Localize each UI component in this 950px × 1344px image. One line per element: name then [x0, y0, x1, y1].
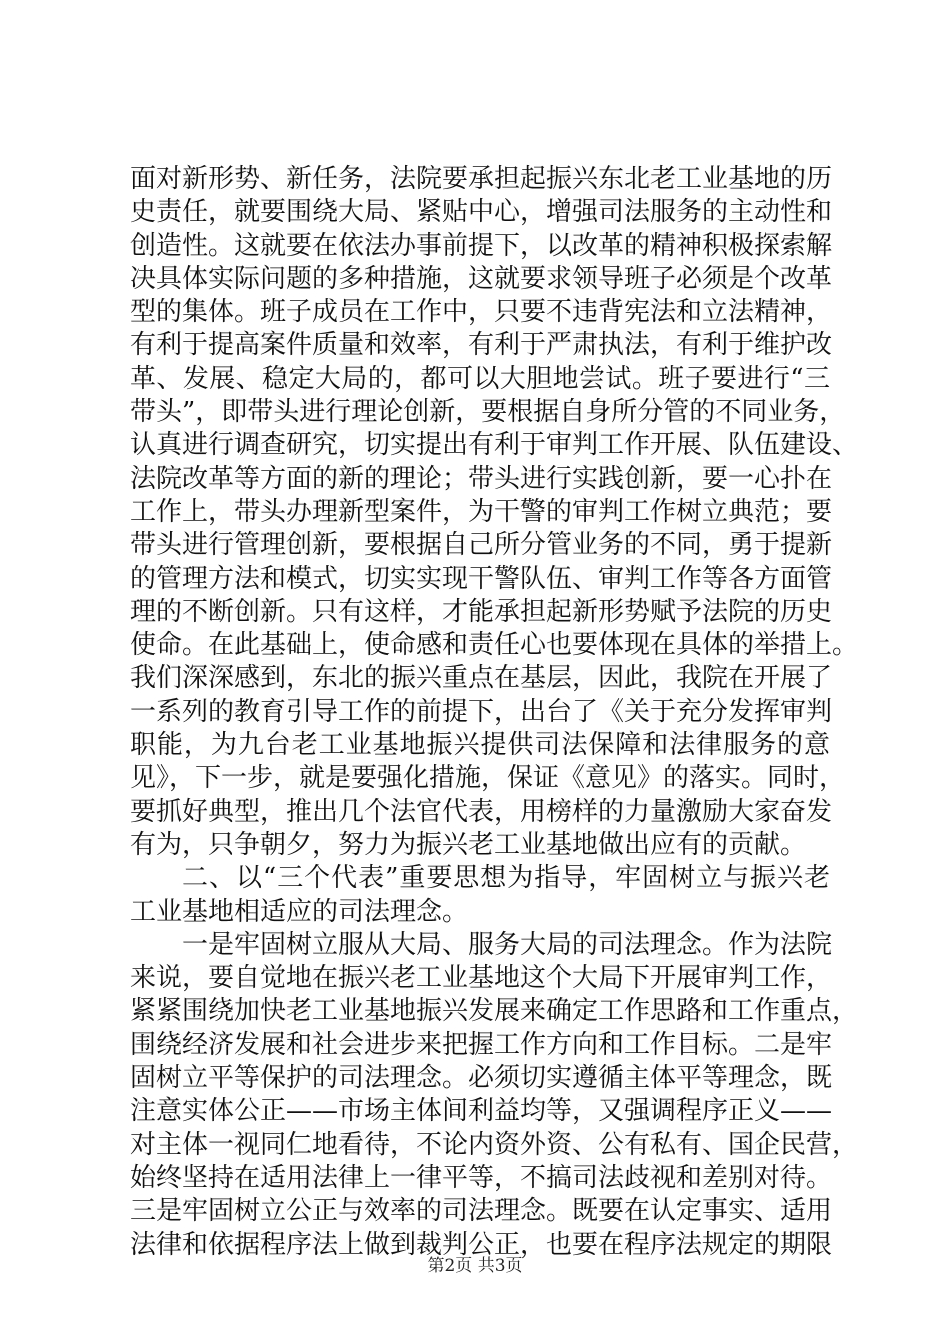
- text-line: 三是牢固树立公正与效率的司法理念。既要在认定事实、适用: [130, 1196, 833, 1227]
- text-line: 工业基地相适应的司法理念。: [130, 896, 469, 927]
- document-body: [130, 163, 859, 1262]
- text-line: 一是牢固树立服从大局、服务大局的司法理念。作为法院: [182, 929, 833, 960]
- text-line: 来说，要自觉地在振兴老工业基地这个大局下开展审判工作，: [130, 963, 833, 994]
- text-line: 史责任，就要围绕大局、紧贴中心，增强司法服务的主动性和: [130, 197, 833, 228]
- page-footer: 第2页 共3页: [427, 1256, 523, 1276]
- text-line: 有利于提高案件质量和效率，有利于严肃执法，有利于维护改: [130, 330, 833, 361]
- text-line: 决具体实际问题的多种措施，这就要求领导班子必须是个改革: [130, 263, 833, 294]
- text-line: 注意实体公正——市场主体间利益均等，又强调程序正义——: [130, 1096, 833, 1127]
- text-line: 型的集体。班子成员在工作中，只要不违背宪法和立法精神，: [130, 297, 833, 328]
- text-line: 职能，为九台老工业基地振兴提供司法保障和法律服务的意: [130, 730, 830, 761]
- text-line: 使命。在此基础上，使命感和责任心也要体现在具体的举措上。: [130, 630, 859, 661]
- text-line: 围绕经济发展和社会进步来把握工作方向和工作目标。二是牢: [130, 1029, 833, 1060]
- text-line: 的管理方法和模式，切实实现干警队伍、审判工作等各方面管: [130, 563, 833, 594]
- text-line: 带头”，即带头进行理论创新，要根据自身所分管的不同业务，: [130, 397, 846, 428]
- text-line: 带头进行管理创新，要根据自己所分管业务的不同，勇于提新: [130, 530, 833, 561]
- text-line: 革、发展、稳定大局的，都可以大胆地尝试。班子要进行“三: [130, 363, 830, 394]
- text-line: 认真进行调查研究，切实提出有利于审判工作开展、队伍建设、: [130, 430, 859, 461]
- text-line: 理的不断创新。只有这样，才能承担起新形势赋予法院的历史: [130, 596, 833, 627]
- text-line: 见》，下一步，就是要强化措施，保证《意见》的落实。同时，: [130, 763, 846, 794]
- text-line: 法律和依据程序法上做到裁判公正，也要在程序法规定的期限: [130, 1229, 833, 1260]
- text-line: 对主体一视同仁地看待，不论内资外资、公有私有、国企民营，: [130, 1129, 859, 1160]
- text-line: 法院改革等方面的新的理论；带头进行实践创新，要一心扑在: [130, 463, 833, 494]
- text-line: 固树立平等保护的司法理念。必须切实遵循主体平等理念，既: [130, 1063, 833, 1094]
- text-line: 始终坚持在适用法律上一律平等，不搞司法歧视和差别对待。: [130, 1162, 833, 1193]
- text-line: 创造性。这就要在依法办事前提下，以改革的精神积极探索解: [130, 230, 833, 261]
- text-line: 要抓好典型，推出几个法官代表，用榜样的力量激励大家奋发: [130, 796, 833, 827]
- text-line: 工作上，带头办理新型案件，为干警的审判工作树立典范；要: [130, 496, 833, 527]
- text-line: 二、以“三个代表”重要思想为指导，牢固树立与振兴老: [182, 863, 830, 894]
- text-line: 有为，只争朝夕，努力为振兴老工业基地做出应有的贡献。: [130, 829, 807, 860]
- text-line: 我们深深感到，东北的振兴重点在基层，因此，我院在开展了: [130, 663, 833, 694]
- text-line: 面对新形势、新任务，法院要承担起振兴东北老工业基地的历: [130, 164, 833, 194]
- text-line: 紧紧围绕加快老工业基地振兴发展来确定工作思路和工作重点，: [130, 996, 859, 1027]
- text-line: 一系列的教育引导工作的前提下，出台了《关于充分发挥审判: [130, 696, 833, 727]
